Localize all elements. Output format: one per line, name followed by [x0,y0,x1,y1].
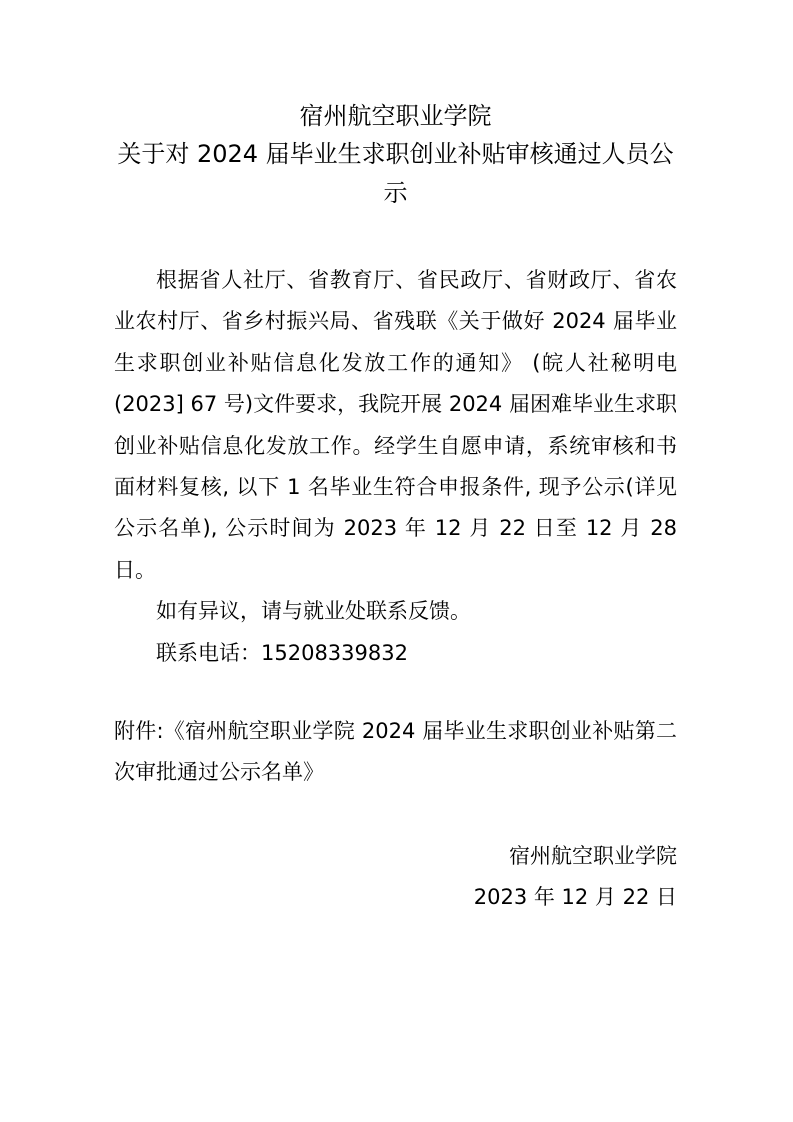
body-paragraph-objection: 如有异议，请与就业处联系反馈。 [156,599,471,624]
signature-date: 2023 年 12 月 22 日 [473,885,677,910]
notice-body [114,260,677,674]
body-paragraph-basis: 根据省人社厅、省教育厅、省民政厅、省财政厅、省农业农村厅、省乡村振兴局、省残联《关于做好 2024 届毕业生求职创业补贴信息化发放工作的通知》 (皖人社秘明电(2023] 67 号)文件要求，我院开展 2024 届困难毕业生求职创业补贴信息化发放工作。经学生自愿申请，系统审核和书面材料复核, 以下 1 名毕业生符合申报条件, 现予公示(详见公示名单), 公示时间为 2023 年 12 月 22 日至 12 月 28 日。 [114,268,677,582]
body-paragraph-contact-phone: 联系电话：15208339832 [156,640,408,665]
signature-block [114,836,677,919]
org-title: 宿州航空职业学院 [299,102,492,130]
notice-title: 关于对 2024 届毕业生求职创业补贴审核通过人员公示 [117,140,674,207]
signature-organization: 宿州航空职业学院 [509,843,677,868]
attachment-note: 附件:《宿州航空职业学院 2024 届毕业生求职创业补贴第二次审批通过公示名单》 [114,719,677,785]
